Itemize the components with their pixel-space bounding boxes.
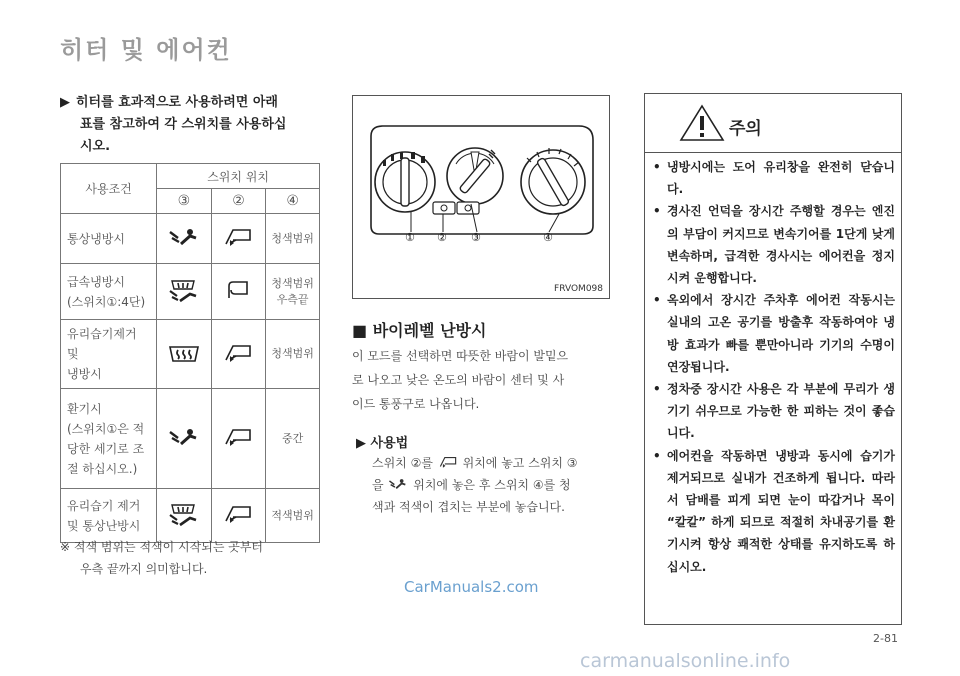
intro-line: 표를 참고하여 각 스위치를 사용하십 [80,117,287,132]
figure-label: ① [405,231,415,244]
figure-label: ③ [471,231,481,244]
caution-box [644,93,902,625]
recirc-mode-icon [211,214,265,264]
temp-value: 청색범위 [266,214,320,264]
row-condition: 급속냉방시 (스위치①:4단) [61,264,157,320]
figure-caption: FRVOM098 [554,284,603,294]
list-item: • 옥외에서 장시간 주차후 에어컨 작동시는 실내의 고온 공기를 방출후 작동하여야 냉방 효과가 빠를 뿐만아니라 기기의 수명이 연장됩니다. [651,289,895,378]
usage-text: 스위치 ②를 위치에 놓고 스위치 ③ 을 위치에 놓은 후 스위치 ④를 청 색과 적색이 겹치는 부분에 놓습니다. [372,456,578,514]
col-num-2: ② [211,189,265,214]
usage-title: ▶ 사용법 [356,436,409,451]
table-row [61,389,320,489]
figure-label: ② [437,231,447,244]
table-row [61,214,320,264]
intro-text [60,92,322,158]
table-row [61,264,320,320]
control-panel-illustration [353,96,609,298]
list-item: • 정차중 장시간 사용은 각 부분에 무리가 생기기 쉬우므로 가능한 한 피하는 것이 좋습니다. [651,378,895,445]
section-heading: ■ 바이레벨 난방시 [352,321,487,340]
note-line: 우측 끝까지 의미합니다. [80,562,208,576]
table-note [60,536,325,580]
row-condition: 유리습기 제거 및 통상난방시 [61,489,157,543]
watermark-footer: carmanualsonline.info [580,650,791,672]
caution-label: 주의 [729,119,762,139]
temp-value: 청색범위 [266,320,320,389]
row-condition: 유리습기제거 및 냉방시 [61,320,157,389]
recirc-mode-icon [437,455,459,469]
temp-value: 청색범위 우측끝 [266,264,320,320]
watermark-link[interactable]: CarManuals2.com [404,578,539,596]
vent-face-icon [157,389,212,489]
temp-value: 적색범위 [266,489,320,543]
header-switch: 스위치 위치 [157,164,320,189]
recirc-mode-icon [211,489,265,543]
row-condition: 환기시 (스위치①은 적 당한 세기로 조 절 하십시오.) [61,389,157,489]
intro-marker: ▶ [60,95,70,110]
section-paragraph: 이 모드를 선택하면 따뜻한 바람이 발밑으 로 나오고 낮은 온도의 바람이 센터 및 사 이드 통풍구로 나옵니다. [352,349,569,411]
defrost-icon [157,320,212,389]
list-item: • 경사진 언덕을 장시간 주행할 경우는 엔진의 부담이 커지므로 변속기어를 1단게 낮게 변속하며, 급격한 경사시는 에어컨을 정지시켜 운행합니다. [651,200,895,289]
defrost-floor-icon [157,264,212,320]
col-num-3: ③ [157,189,212,214]
header-condition: 사용조건 [61,164,157,214]
recirc-mode-icon [211,320,265,389]
page-number: 2-81 [873,632,898,645]
row-condition: 통상냉방시 [61,214,157,264]
control-panel-figure [352,95,610,299]
intro-line: 시오. [80,139,111,154]
warning-icon [679,104,725,142]
caution-header [645,94,901,153]
bilevel-icon [387,477,409,491]
temp-value: 중간 [266,389,320,489]
figure-label: ④ [543,231,553,244]
note-line: ※ 적색 범위는 적색이 시작되는 곳부터 [60,540,264,554]
intro-line: 히터를 효과적으로 사용하려면 아래 [76,95,278,110]
list-item: • 냉방시에는 도어 유리창을 완전히 닫습니다. [651,156,895,200]
fresh-air-icon [211,264,265,320]
col-num-4: ④ [266,189,320,214]
caution-list [651,156,895,578]
defrost-floor-icon [157,489,212,543]
vent-face-icon [157,214,212,264]
page-title: 히터 및 에어컨 [60,36,232,64]
table-row [61,320,320,389]
list-item: • 에어컨을 작동하면 냉방과 동시에 습기가 제거되므로 실내가 건조하게 됩니다. 따라서 담배를 피게 되면 눈이 따갑거나 목이 “칼칼” 하게 되므로 적절히 차내공기를 환기시켜 항상 쾌적한 상태를 유지하도록 하십시오. [651,445,895,578]
switch-table [60,163,320,543]
table-row [61,489,320,543]
recirc-mode-icon [211,389,265,489]
